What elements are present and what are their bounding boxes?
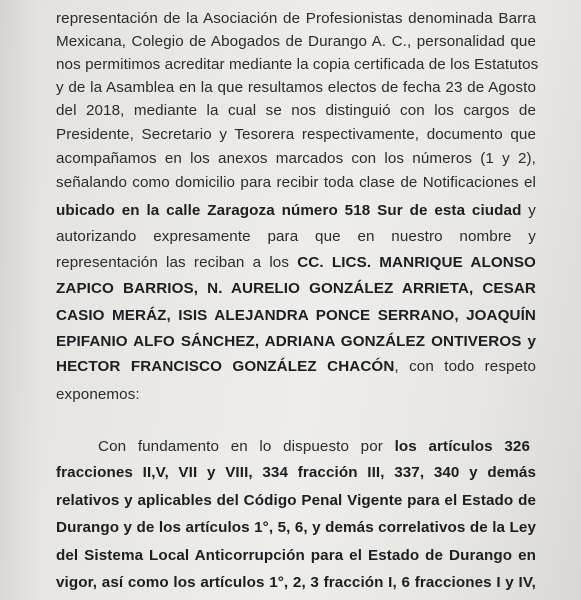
- text-line-1: [56, 8, 536, 30]
- text-segment: acompañamos en los anexos marcados con los números (1 y 2),: [56, 150, 536, 167]
- text-segment: Durango y de los artículos 1°, 5, 6, y demás correlativos de la Ley: [56, 519, 536, 536]
- text-line-20: [56, 517, 536, 539]
- text-line-7: [56, 148, 536, 170]
- text-segment: representación de la Asociación de Profesionistas denominada Barra: [56, 10, 536, 27]
- text-segment: del 2018, mediante la cual se nos distinguió con los cargos de: [56, 102, 536, 119]
- text-segment: ubicado en la calle Zaragoza número 518 Sur de esta ciudad: [56, 202, 522, 219]
- text-line-9: [56, 200, 536, 222]
- text-segment: vigor, así como los artículos 1°, 2, 3 fracción I, 6 fracciones I y IV,: [56, 574, 536, 591]
- page-shadow: [0, 0, 40, 600]
- text-line-14: [56, 331, 536, 353]
- text-segment: y de la Asamblea en la que resultamos electos de fecha 23 de Agosto: [56, 79, 536, 96]
- text-line-18: [56, 462, 536, 484]
- text-line-16: [56, 384, 140, 406]
- text-line-12: [56, 278, 536, 300]
- text-segment: Con fundamento en lo dispuesto por: [98, 438, 395, 455]
- text-segment: relativos y aplicables del Código Penal Vigente para el Estado de: [56, 492, 536, 509]
- text-line-5: [56, 100, 536, 122]
- text-segment: CC. LICS. MANRIQUE ALONSO: [297, 254, 536, 271]
- text-segment: EPIFANIO ALFO SÁNCHEZ, ADRIANA GONZÁLEZ ONTIVEROS y: [56, 333, 536, 350]
- text-segment: Presidente, Secretario y Tesorera respectivamente, documento que: [56, 126, 536, 143]
- text-line-15: [56, 356, 536, 378]
- text-line-4: [56, 77, 536, 99]
- text-line-11: [56, 252, 536, 274]
- text-segment: ZAPICO BARRIOS, N. AURELIO GONZÁLEZ ARRIETA, CESAR: [56, 280, 536, 297]
- text-segment: exponemos:: [56, 386, 140, 403]
- text-segment: autorizando expresamente para que en nuestro nombre y: [56, 228, 536, 245]
- text-segment: fracciones II,V, VII y VIII, 334 fracción III, 337, 340 y demás: [56, 464, 536, 481]
- text-line-19: [56, 490, 536, 512]
- text-line-2: [56, 31, 536, 53]
- text-segment: y: [521, 202, 536, 219]
- text-segment: , con todo respeto: [394, 358, 536, 375]
- text-line-10: [56, 226, 536, 248]
- text-segment: los artículos 326: [394, 438, 530, 455]
- text-segment: señalando como domicilio para recibir toda clase de Notificaciones el: [56, 174, 536, 191]
- text-line-17: [98, 436, 530, 458]
- text-line-21: [56, 545, 536, 567]
- text-line-3: [56, 54, 539, 76]
- text-line-8: [56, 172, 536, 194]
- text-segment: del Sistema Local Anticorrupción para el Estado de Durango en: [56, 547, 536, 564]
- text-segment: nos permitimos acreditar mediante la copia certificada de los Estatutos: [56, 56, 539, 73]
- text-segment: HECTOR FRANCISCO GONZÁLEZ CHACÓN: [56, 358, 395, 375]
- text-segment: CASIO MERÁZ, ISIS ALEJANDRA PONCE SERRANO, JOAQUÍN: [56, 307, 536, 324]
- text-line-13: [56, 305, 536, 327]
- text-line-6: [56, 124, 536, 146]
- text-line-22: [56, 572, 536, 594]
- text-segment: Mexicana, Colegio de Abogados de Durango A. C., personalidad que: [56, 33, 536, 50]
- text-segment: representación las reciban a los: [56, 254, 298, 271]
